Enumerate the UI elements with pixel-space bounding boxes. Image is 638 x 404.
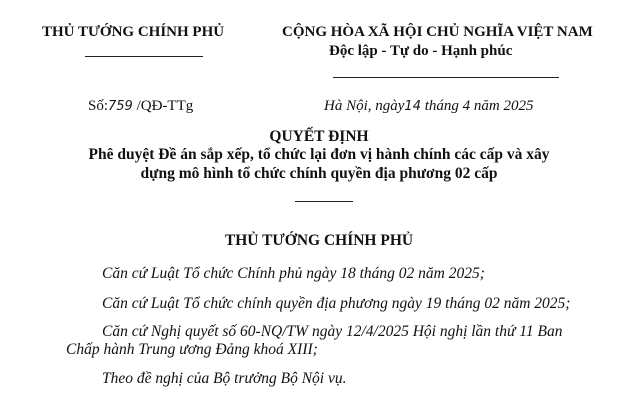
document-number [88,98,193,115]
date-suffix: tháng 4 năm 2025 [424,98,534,114]
national-motto: Độc lập - Tự do - Hạnh phúc [329,43,513,59]
date-handwritten-day: 14 [404,99,421,114]
doc-number-prefix: Số: [88,98,109,114]
basis-item: Căn cứ Nghị quyết số 60-NQ/TW ngày 12/4/2025 Hội nghị lần thứ 11 Ban [102,323,563,340]
date-prefix: Hà Nội, ngày [324,98,405,114]
subject-underline [295,201,353,202]
doc-number-suffix: /QĐ-TTg [136,98,194,114]
doc-number-handwritten: 759 [108,99,133,114]
authority-heading: THỦ TƯỚNG CHÍNH PHỦ [224,232,414,249]
header-left-underline [85,56,203,57]
decision-subject-line2: dựng mô hình tổ chức chính quyền địa phương 02 cấp [140,165,498,182]
motto-underline [333,77,559,78]
decision-subject-line1: Phê duyệt Đề án sắp xếp, tổ chức lại đơn vị hành chính các cấp và xây [88,146,550,163]
basis-item-continued: Chấp hành Trung ương Đảng khoá XIII; [66,341,318,358]
date-line [324,98,533,115]
decision-type: QUYẾT ĐỊNH [269,128,369,145]
basis-item: Căn cứ Luật Tổ chức chính quyền địa phương ngày 19 tháng 02 năm 2025; [102,295,571,312]
basis-item: Theo đề nghị của Bộ trưởng Bộ Nội vụ. [102,370,347,387]
national-title: CỘNG HÒA XÃ HỘI CHỦ NGHĨA VIỆT NAM [282,24,593,40]
issuing-authority: THỦ TƯỚNG CHÍNH PHỦ [42,24,225,40]
basis-item: Căn cứ Luật Tổ chức Chính phủ ngày 18 tháng 02 năm 2025; [102,265,485,282]
